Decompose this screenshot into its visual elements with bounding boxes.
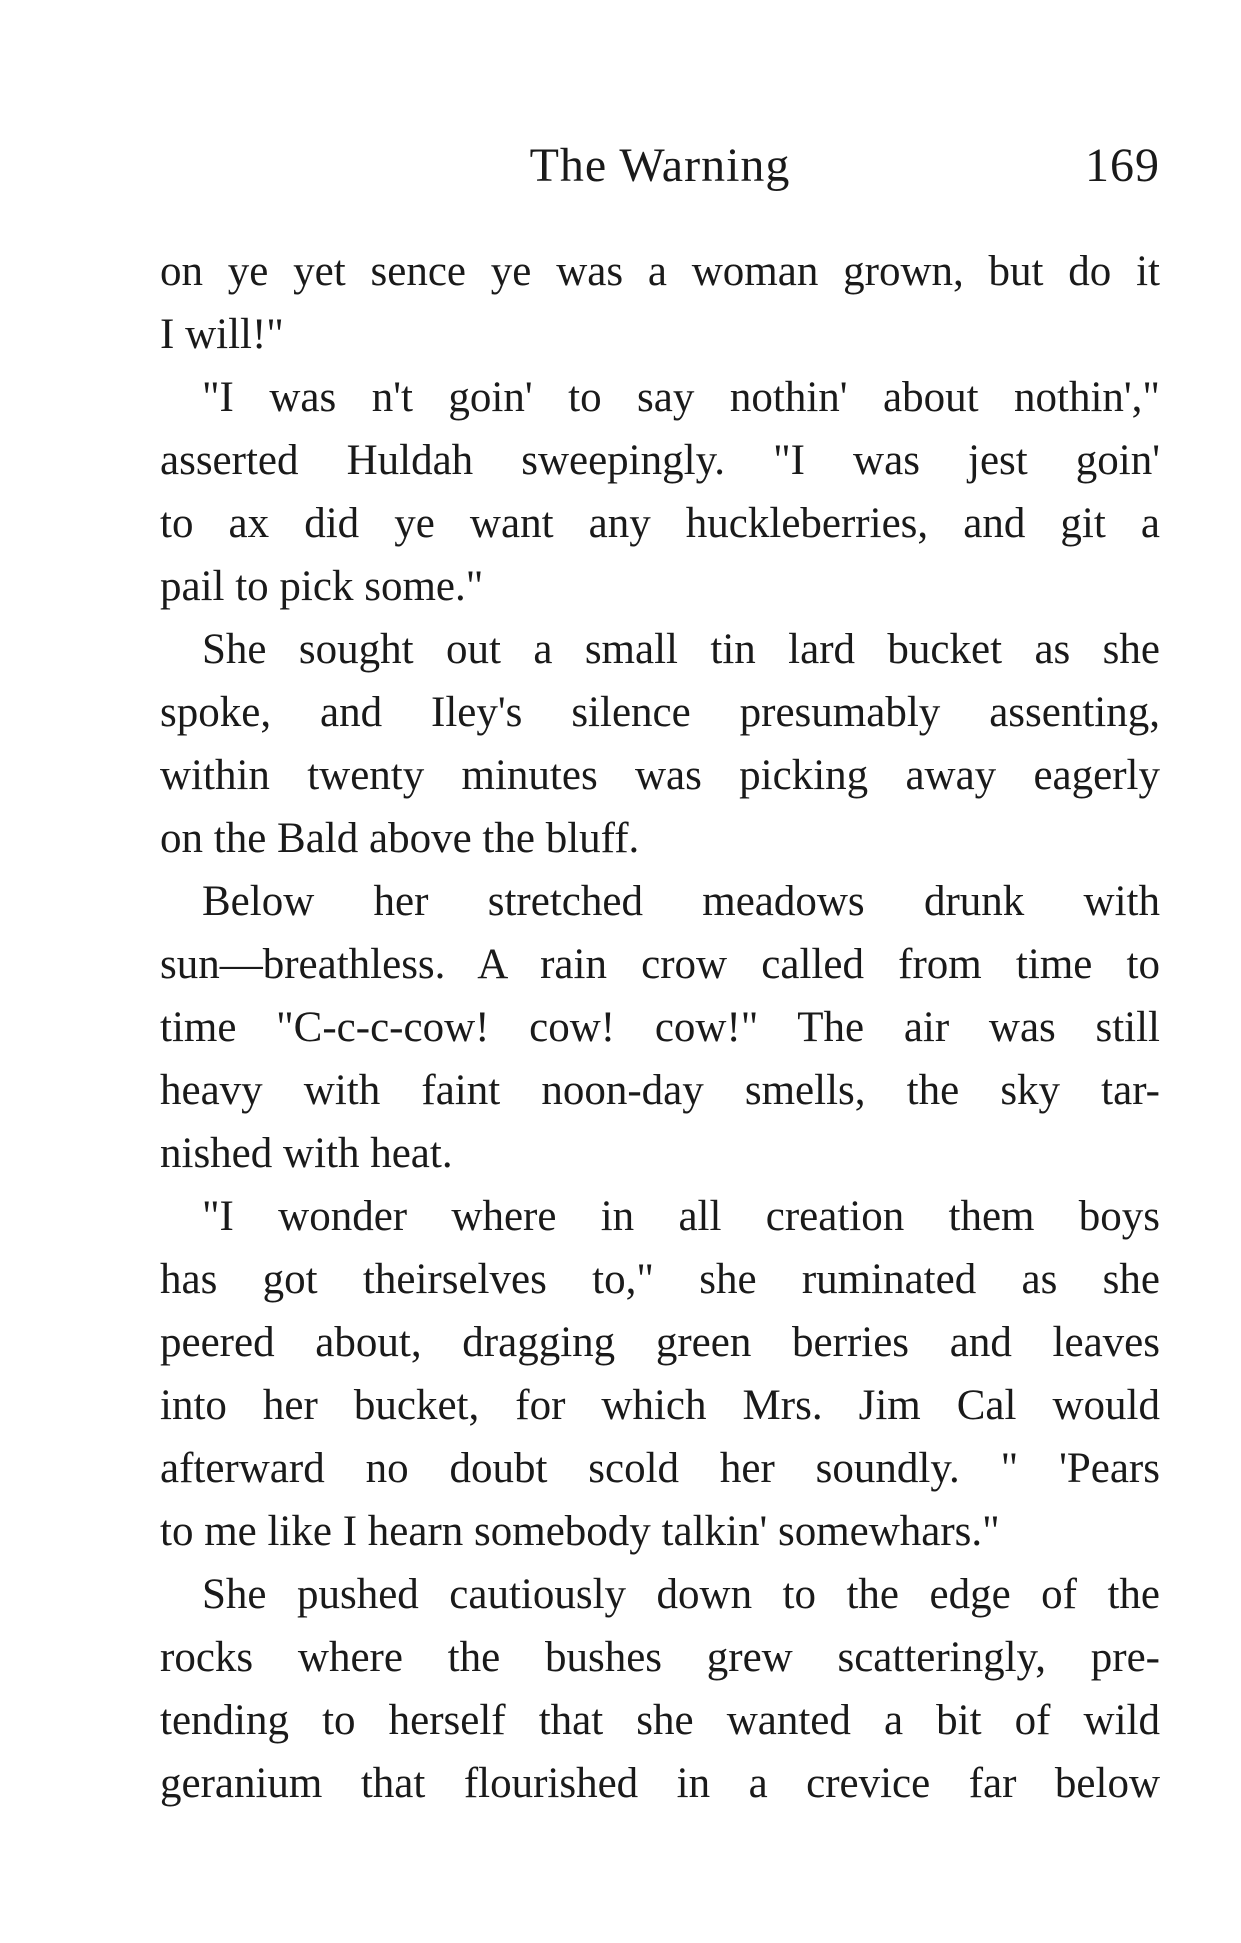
text-line: I will!" — [160, 311, 284, 358]
text-line: afterward no doubt scold her soundly. " 'Pears — [160, 1445, 1160, 1492]
text-line: tending to herself that she wanted a bit of wild — [160, 1697, 1160, 1744]
text-line: nished with heat. — [160, 1130, 453, 1177]
text-line: pail to pick some." — [160, 563, 484, 610]
text-line: asserted Huldah sweepingly. "I was jest goin' — [160, 437, 1160, 484]
text-line: peered about, dragging green berries and leaves — [160, 1319, 1160, 1366]
text-line: to me like I hearn somebody talkin' somewhars." — [160, 1508, 1000, 1555]
text-line: geranium that flourished in a crevice far below — [160, 1760, 1160, 1807]
text-line: on the Bald above the bluff. — [160, 815, 640, 862]
text-line: heavy with faint noon-day smells, the sky tar- — [160, 1067, 1160, 1114]
text-line: has got theirselves to," she ruminated as she — [160, 1256, 1160, 1303]
text-line: spoke, and Iley's silence presumably assenting, — [160, 689, 1160, 736]
running-head — [160, 126, 1160, 206]
text-line: time "C-c-c-cow! cow! cow!" The air was still — [160, 1004, 1160, 1051]
text-line: "I wonder where in all creation them boys — [202, 1193, 1160, 1240]
text-line: to ax did ye want any huckleberries, and git a — [160, 500, 1160, 547]
body-text — [160, 240, 1160, 1815]
running-title: The Warning — [529, 139, 791, 192]
page-number: 169 — [1085, 139, 1160, 192]
text-line: sun—breathless. A rain crow called from time to — [160, 941, 1160, 988]
text-line: rocks where the bushes grew scatteringly, pre- — [160, 1634, 1160, 1681]
text-line: on ye yet sence ye was a woman grown, but do it — [160, 248, 1160, 295]
text-line: within twenty minutes was picking away eagerly — [160, 752, 1160, 799]
text-line: She pushed cautiously down to the edge of the — [202, 1571, 1160, 1618]
text-line: She sought out a small tin lard bucket as she — [202, 626, 1160, 673]
text-line: into her bucket, for which Mrs. Jim Cal would — [160, 1382, 1160, 1429]
text-line: Below her stretched meadows drunk with — [202, 878, 1160, 925]
text-line: "I was n't goin' to say nothin' about nothin'," — [202, 374, 1160, 421]
